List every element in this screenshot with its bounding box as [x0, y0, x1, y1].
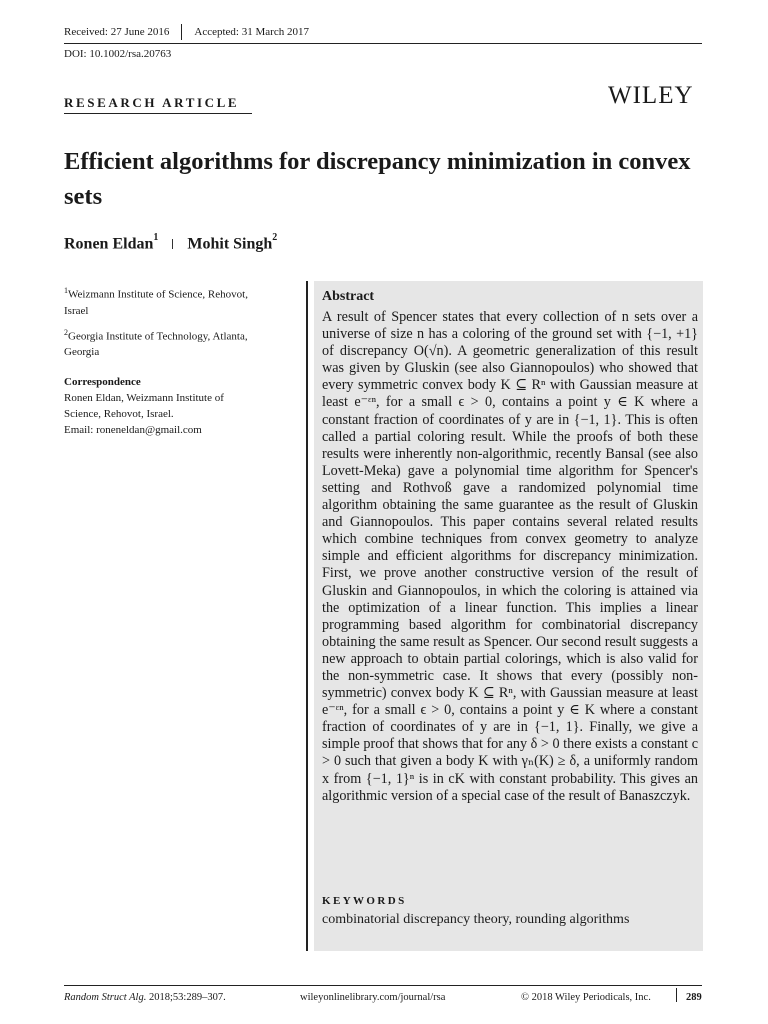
footer-copyright: © 2018 Wiley Periodicals, Inc. — [521, 992, 651, 1003]
footer-divider — [676, 988, 677, 1002]
abstract-heading: Abstract — [322, 289, 375, 304]
submission-dates — [64, 24, 309, 40]
correspondence-heading: Correspondence — [64, 376, 141, 389]
divider — [181, 24, 182, 40]
keywords-list: combinatorial discrepancy theory, rounding algorithms — [322, 912, 630, 927]
footer-website-link[interactable]: wileyonlinelibrary.com/journal/rsa — [300, 992, 446, 1003]
article-type-underline — [64, 113, 252, 114]
author-name: Mohit Singh$^2$ — [187, 232, 278, 253]
paper-title: Efficient algorithms for discrepancy minimization in convex sets — [64, 148, 691, 210]
footer-rule — [64, 985, 702, 986]
correspondence-line: Science, Rehovot, Israel. — [64, 408, 174, 421]
footer-citation: Random Struct Alg. 2018;53:289–307. — [64, 992, 226, 1003]
keywords-heading: KEYWORDS — [322, 895, 407, 907]
page-number: 289 — [686, 992, 702, 1003]
received-date: Received: 27 June 2016 — [64, 26, 170, 38]
publisher-logo: WILEY — [608, 82, 694, 109]
header-rule — [64, 43, 702, 44]
affiliation: $^1$Weizmann Institute of Science, Rehovot, Israel — [64, 286, 248, 317]
doi: DOI: 10.1002/rsa.20763 — [64, 48, 172, 60]
correspondence-line: Ronen Eldan, Weizmann Institute of — [64, 392, 224, 405]
abstract-body: A result of Spencer states that every collection of n sets over a universe of size n has a coloring of the ground set with {−1, +1} of discrepancy O(√n). A geometric generalization of this result was given by Gluskin (see also Giannopoulos) who showed that every symmetric convex body K ⊆ Rⁿ with Gaussian measure at least e⁻ᵋⁿ, for a small ϵ > 0, contains a point y ∈ K where a constant fraction of coordinates of y are in {−1, 1}. This is often called a partial coloring result. While the proofs of both these results were inherently non-algorithmic, recently Bansal (see also Lovett-Meka) gave a polynomial time algorithm for Spencer's setting and Rothvoß gave a randomized polynomial time algorithm obtaining the same guarantee as the result of Gluskin and Giannopoulos. This paper contains several related results which combine techniques from convex geometry to analyze simple and efficient algorithms for discrepancy minimization. First, we prove another constructive version of the result of Gluskin and Giannopoulos, in which the coloring is attained via the optimization of a linear function. This implies a linear programming based algorithm for combinatorial discrepancy obtaining the same result as Spencer. Our second result suggests a new approach to obtain partial colorings, which is also valid for the non-symmetric case. It shows that every (possibly non-symmetric) convex body K ⊆ Rⁿ, with Gaussian measure at least e⁻ᵋⁿ, for a small ϵ > 0, contains a point y ∈ K where a constant fraction of coordinates of y are in {−1, 1}. Finally, we give a simple proof that shows that for any δ > 0 there exists a constant c > 0 such that given a body K with γₙ(K) ≥ δ, a uniformly random x from {−1, 1}ⁿ is in cK with constant probability. This gives an algorithmic version of a special case of the result of Banaszczyk. — [322, 309, 698, 804]
affiliation: $^2$Georgia Institute of Technology, Atlanta, Georgia — [64, 327, 248, 359]
abstract-rule — [306, 281, 308, 951]
accepted-date: Accepted: 31 March 2017 — [194, 26, 309, 38]
article-type: RESEARCH ARTICLE — [64, 95, 240, 110]
author-separator — [172, 239, 173, 249]
correspondence-email[interactable]: Email: roneneldan@gmail.com — [64, 424, 202, 437]
affiliation-column — [64, 283, 274, 438]
author-name: Ronen Eldan$^1$ — [64, 232, 159, 253]
author-list — [64, 234, 277, 253]
